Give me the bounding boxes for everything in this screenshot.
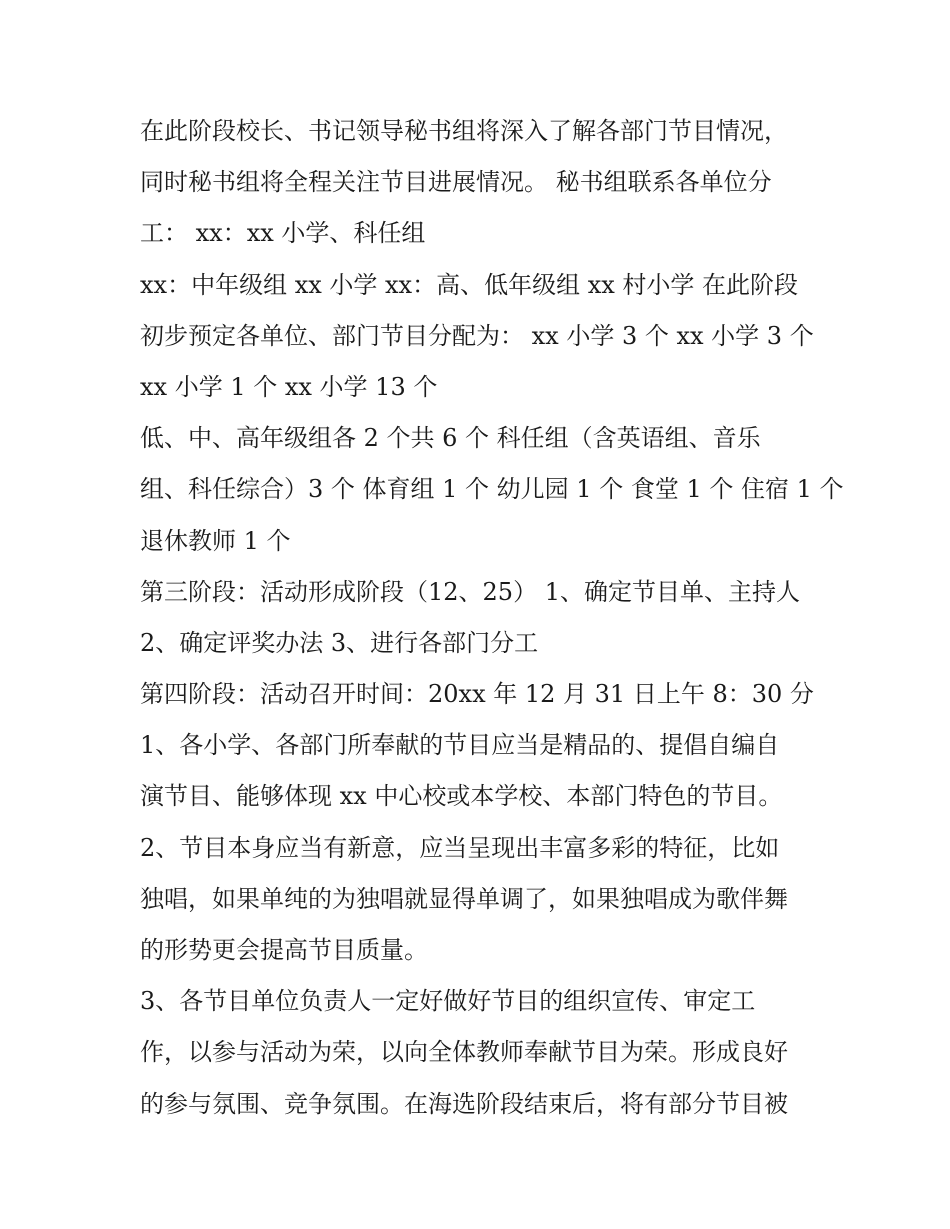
text-line: 第四阶段：活动召开时间：20xx 年 12 月 31 日上午 8：30 分 xyxy=(140,680,814,709)
text-line: 3、各节目单位负责人一定好做好节目的组织宣传、审定工 xyxy=(140,987,756,1016)
text-line: 低、中、高年级组各 2 个共 6 个 科任组（含英语组、音乐 xyxy=(140,424,761,453)
text-line: 第三阶段：活动形成阶段（12、25） 1、确定节目单、主持人 xyxy=(140,577,800,606)
text-line: 的参与氛围、竞争氛围。在海选阶段结束后，将有部分节目被 xyxy=(140,1089,788,1118)
text-line: 同时秘书组将全程关注节目进展情况。 秘书组联系各单位分 xyxy=(140,168,772,197)
text-line: 组、科任综合）3 个 体育组 1 个 幼儿园 1 个 食堂 1 个 住宿 1 个 xyxy=(140,475,844,504)
text-line: 的形势更会提高节目质量。 xyxy=(140,936,428,964)
text-line: 独唱，如果单纯的为独唱就显得单调了，如果独唱成为歌伴舞 xyxy=(140,884,788,913)
text-line: 退休教师 1 个 xyxy=(140,526,291,555)
document-body xyxy=(140,106,844,1130)
text-line: 2、节目本身应当有新意，应当呈现出丰富多彩的特征，比如 xyxy=(140,833,780,862)
text-line: 1、各小学、各部门所奉献的节目应当是精品的、提倡自编自 xyxy=(140,731,780,760)
text-line: 工： xx：xx 小学、科任组 xyxy=(140,219,426,248)
text-line: 初步预定各单位、部门节目分配为： xx 小学 3 个 xx 小学 3 个 xyxy=(140,321,814,350)
text-line: 在此阶段校长、书记领导秘书组将深入了解各部门节目情况， xyxy=(140,117,788,145)
text-line: 作，以参与活动为荣，以向全体教师奉献节目为荣。形成良好 xyxy=(140,1038,788,1067)
text-line: xx：中年级组 xx 小学 xx：高、低年级组 xx 村小学 在此阶段 xyxy=(140,270,799,299)
text-line: xx 小学 1 个 xx 小学 13 个 xyxy=(140,372,438,401)
text-line: 2、确定评奖办法 3、进行各部门分工 xyxy=(140,628,539,657)
text-line: 演节目、能够体现 xx 中心校或本学校、本部门特色的节目。 xyxy=(140,782,783,811)
